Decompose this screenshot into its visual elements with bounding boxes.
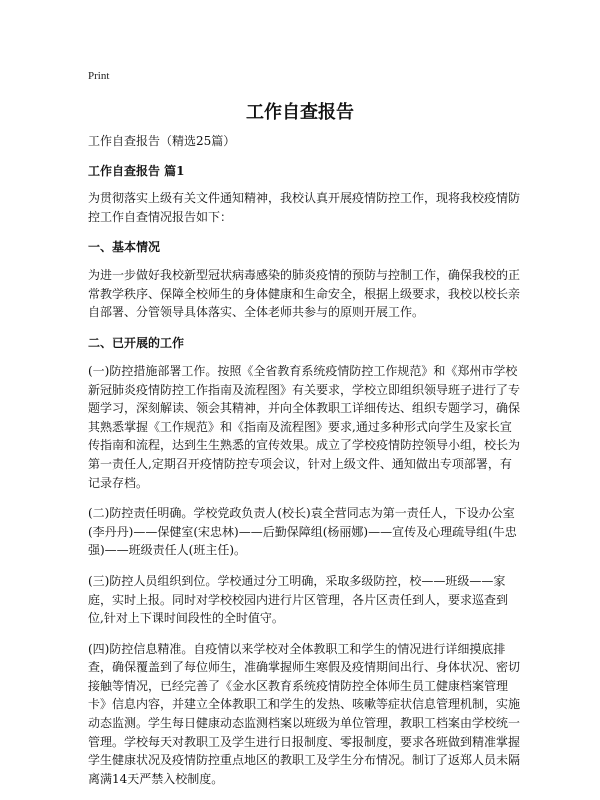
document-body	[88, 132, 522, 800]
section-basic-paragraph: 为进一步做好我校新型冠状病毒感染的肺炎疫情的预防与控制工作，确保我校的正常教学秩序、保障全校师生的身体健康和生命安全，根据上级要求，我校以校长亲自部署、分管领导具体落实、全体老师共参与的原则开展工作。	[88, 268, 521, 320]
page-title: 工作自查报告	[246, 102, 354, 123]
work-item-paragraph: (二)防控责任明确。学校党政负责人(校长)袁全营同志为第一责任人，下设办公室(李丹丹)——保健室(宋忠林)——后勤保障组(杨丽娜)——宣传及心理疏导组(牛忠强)——班级责任人(班主任)。	[88, 506, 517, 558]
work-item-paragraph: (一)防控措施部署工作。按照《全省教育系统疫情防控工作规范》和《郑州市学校新冠肺炎疫情防控工作指南及流程图》有关要求，学校立即组织领导班子进行了专题学习，深刻解读、领会其精神，并向全体教职工详细传达、组织专题学习，确保其熟悉掌握《工作规范》和《指南及流程图》要求,通过多种形式向学生及家长宣传指南和流程，达到生生熟悉的宣传效果。成立了学校疫情防控领导小组，校长为第一责任人,定期召开疫情防控专项会议，针对上级文件、通知做出专项部署，有记录存档。	[88, 363, 521, 490]
section-heading-work: 二、已开展的工作	[88, 335, 185, 350]
chapter-heading: 工作自查报告 篇1	[88, 164, 185, 178]
document-subtitle: 工作自查报告（精选25篇）	[88, 134, 236, 148]
intro-paragraph: 为贯彻落实上级有关文件通知精神，我校认真开展疫情防控工作，现将我校疫情防控工作自查情况报告如下：	[88, 191, 521, 224]
print-link[interactable]: Print	[88, 70, 110, 82]
work-item-paragraph: (四)防控信息精准。自疫情以来学校对全体教职工和学生的情况进行详细摸底排查，确保覆盖到了每位师生，准确掌握师生寒假及疫情期间出行、身体状况、密切接触等情况，已经完善了《金水区教育系统疫情防控全体师生员工健康档案管理卡》信息内容，并建立全体教职工和学生的发热、咳嗽等症状信息管理机制，实施动态监测。学生每日健康动态监测档案以班级为单位管理，教职工档案由学校统一管理。学校每天对教职工及学生进行日报制度、零报制度，要求各班做到精准掌握学生健康状况及疫情防控重点地区的教职工及学生分布情况。制订了返郑人员未隔离满14天严禁入校制度。	[88, 641, 521, 786]
section-heading-basic: 一、基本情况	[88, 240, 161, 255]
work-item-paragraph: (三)防控人员组织到位。学校通过分工明确，采取多级防控，校——班级——家庭，实时上报。同时对学校校园内进行片区管理，各片区责任到人，要求巡查到位,针对上下课时间段性的全时值守。	[88, 573, 509, 626]
